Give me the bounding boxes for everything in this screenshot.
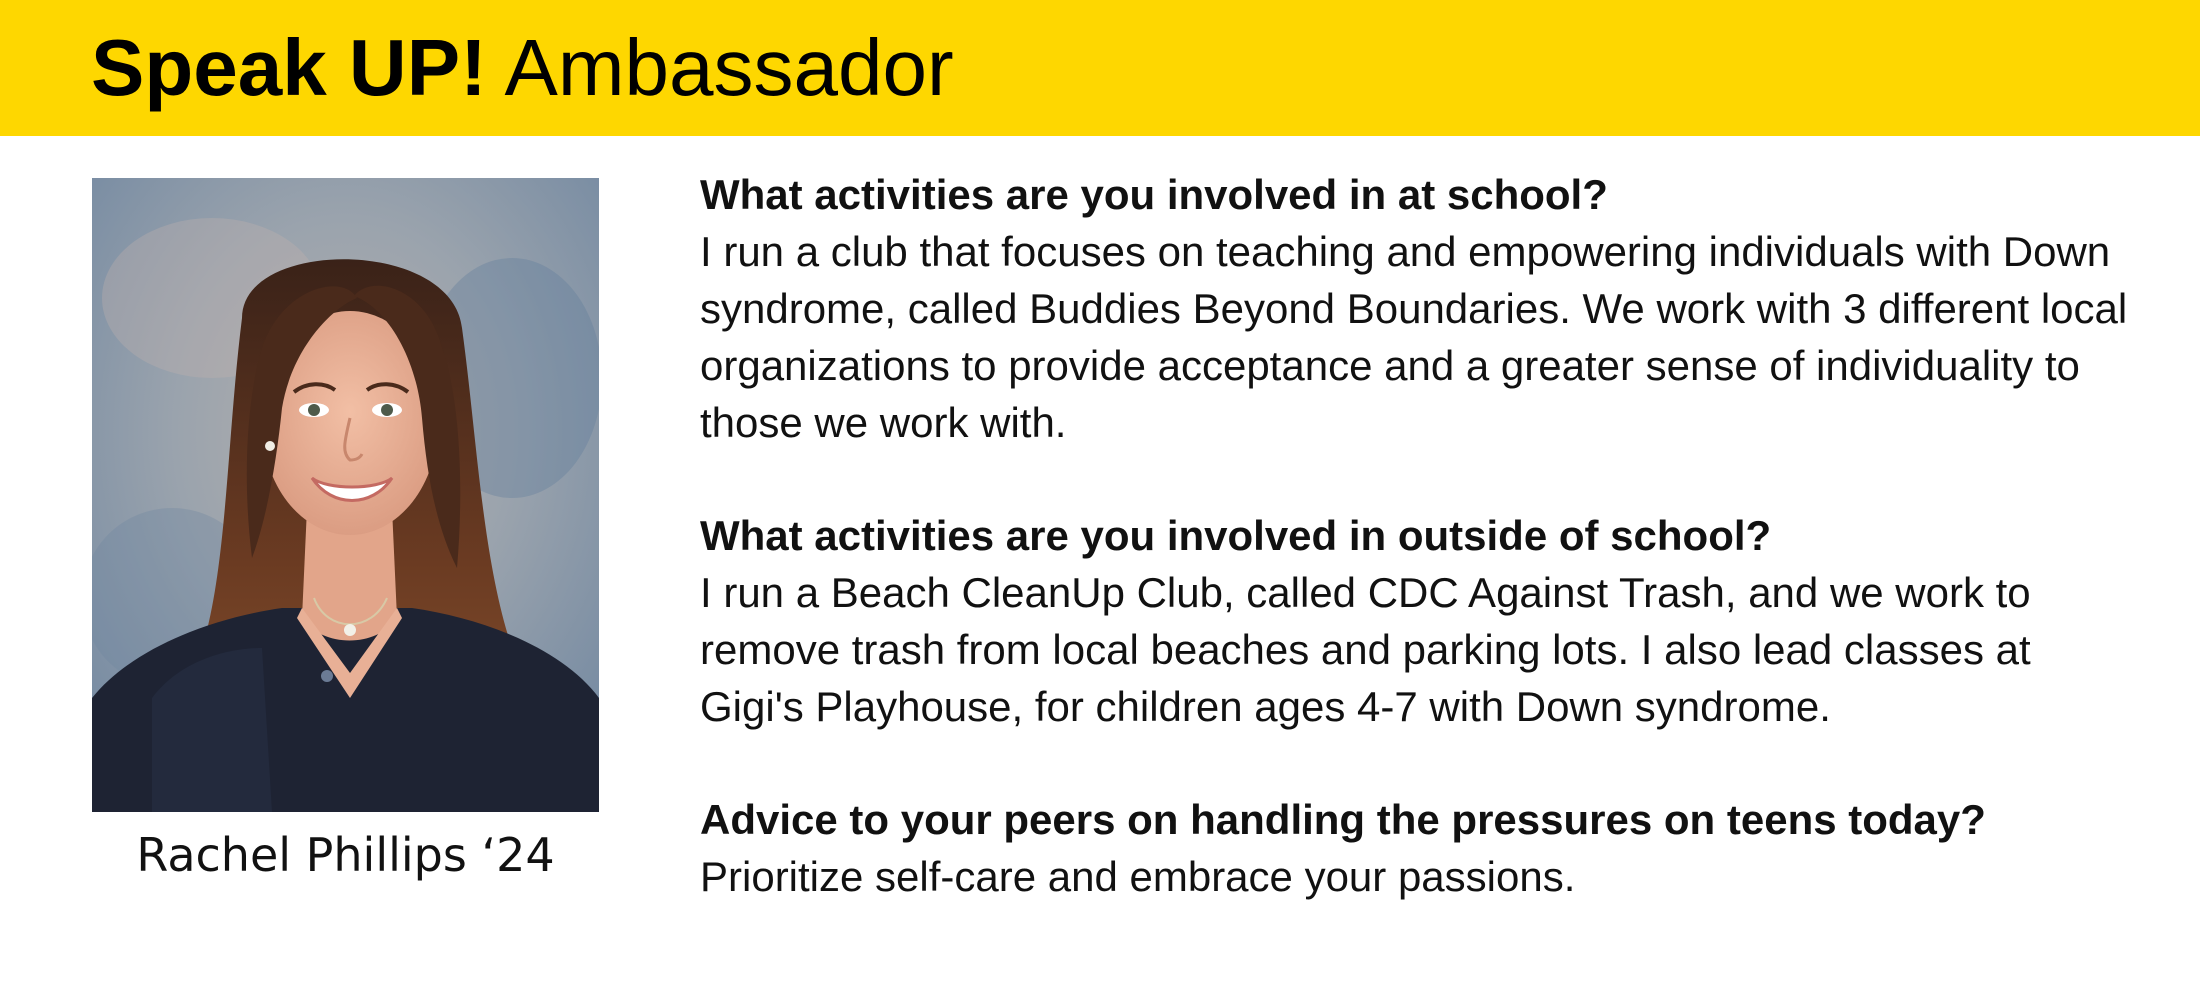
answer-text: I run a Beach CleanUp Club, called CDC Against Trash, and we work to remove trash from local beaches and parking lots. I also lead classes at Gigi's Playhouse, for children ages 4-7 with Down syndrome. bbox=[700, 569, 2031, 730]
answer-text: Prioritize self-care and embrace your passions. bbox=[700, 853, 1576, 900]
question-heading: What activities are you involved in outside of school? bbox=[700, 512, 1772, 559]
portrait-illustration bbox=[92, 178, 599, 812]
qa-block-advice bbox=[700, 791, 2140, 905]
page-title bbox=[91, 20, 954, 116]
qa-block-outside-school bbox=[700, 507, 2140, 735]
qa-section bbox=[700, 166, 2140, 961]
student-name-caption: Rachel Phillips ‘24 bbox=[136, 828, 555, 882]
page-title-regular: Ambassador bbox=[504, 23, 954, 112]
qa-block-school bbox=[700, 166, 2140, 451]
portrait-photo bbox=[92, 178, 599, 812]
question-heading: Advice to your peers on handling the pressures on teens today? bbox=[700, 796, 1986, 843]
header-banner bbox=[0, 0, 2200, 136]
page-title-bold: Speak UP! bbox=[91, 23, 487, 112]
answer-text: I run a club that focuses on teaching and empowering individuals with Down syndrome, called Buddies Beyond Boundaries. We work with 3 different local organizations to provide acceptance and a greater sense of individuality to those we work with. bbox=[700, 228, 2128, 446]
question-heading: What activities are you involved in at school? bbox=[700, 171, 1608, 218]
